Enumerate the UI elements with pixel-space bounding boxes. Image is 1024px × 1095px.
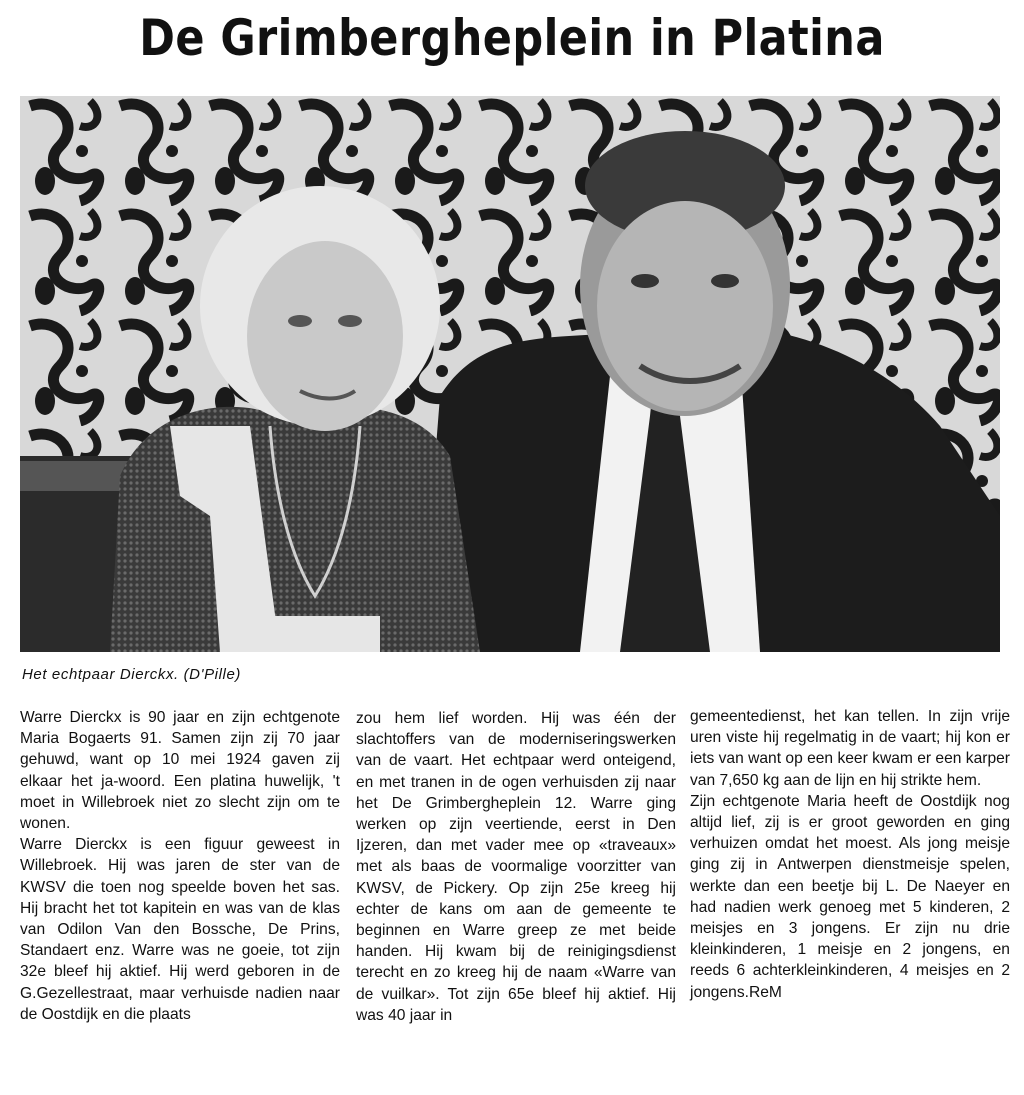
article-column-1 [20,707,340,1025]
paragraph: Warre Dierckx is een figuur geweest in Willebroek. Hij was jaren de ster van de KWSV die toen nog speelde boven het sas. Hij bracht het tot kapitein en was van de klas van Odilon Van den Bossche, De Prins, Standaert enz. Warre was ne goeie, tot zijn 32e bleef hij aktief. Hij werd geboren in de G.Gezellestraat, maar verhuisde nadien naar de Oostdijk en die plaats [20,836,340,1023]
article-column-3 [690,706,1010,1003]
couple-photo [20,96,1000,652]
headline: De Grimbergheplein in Platina [139,9,885,67]
paragraph: zou hem lief worden. Hij was één der slachtoffers van de moderniseringswerken van de vaart. Het echtpaar werd onteigend, en met tranen in de ogen verhuisden zij naar het De Grimbergheplein 12. Warre ging werken op zijn veertiende, eerst in Den Ijzeren, dan met vader mee op «traveaux» met als baas de voormalige voorzitter van KWSV, de Pickery. Op zijn 25e kreeg hij echter de kans om aan de gemeente te beginnen en Warre greep ze met beide handen. Hij kwam bij de reinigingsdienst terecht en zo kreeg hij de naam «Warre van de vuilkar». Tot zijn 65e bleef hij aktief. Hij was 40 jaar in [356,710,676,1024]
paragraph: gemeentedienst, het kan tellen. In zijn vrije uren viste hij regelmatig in de vaart; hij kon er iets van want op een keer kwam er een karper van 7,650 kg aan de lijn en hij strikte hem. [690,708,1010,789]
article-column-2 [356,708,676,1026]
photo-illustration [20,96,1000,652]
paragraph: Zijn echtgenote Maria heeft de Oostdijk nog altijd lief, zij is er groot geworden en ging verhuizen omdat het moest. Als jong meisje ging zij in Antwerpen dienstmeisje spelen, werkte dan een beetje bij L. De Naeyer en had nadien werk genoeg met 5 kinderen, 2 meisjes en 3 jongens. Er zijn nu drie kleinkinderen, 1 meisje en 2 jongens, en reeds 6 achterkleinkinderen, 4 meisjes en 2 jongens.ReM [690,792,1010,1001]
photo-caption: Het echtpaar Dierckx. (D'Pille) [22,666,242,683]
paragraph: Warre Dierckx is 90 jaar en zijn echtgenote Maria Bogaerts 91. Samen zijn zij 70 jaar gehuwd, want op 10 mei 1924 gaven zij elkaar het ja-woord. Een platina huwelijk, 't moet in Willebroek niet zo slecht zijn om te wonen. [20,709,340,833]
